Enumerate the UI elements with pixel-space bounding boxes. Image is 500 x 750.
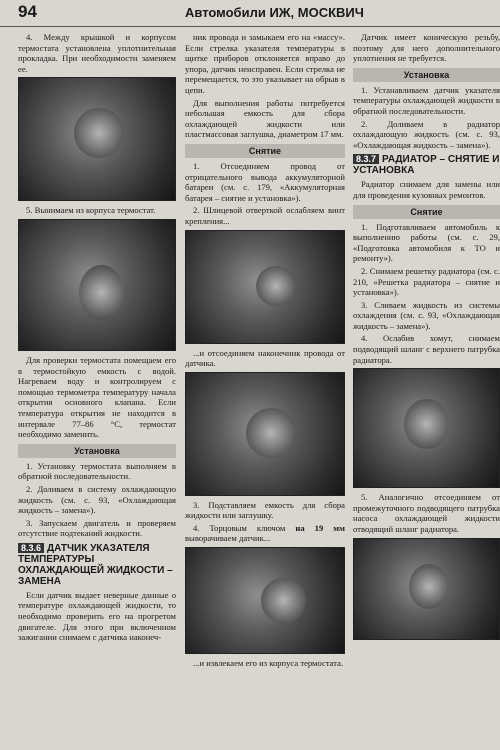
section-heading-8-3-7 (353, 154, 500, 176)
subheading-remove: Снятие (353, 205, 500, 219)
paragraph: 2. Доливаем в радиатор охлаждающую жидкость (см. с. 93, «Охлаждающая жидкость – замена»). (353, 118, 500, 150)
section-number: 8.3.6 (18, 543, 44, 553)
paragraph: 5. Аналогично отсоединяем от промежуточного подводящего патрубка насоса охлаждающей жидкости отводящий шланг радиатора. (353, 492, 500, 535)
paragraph: 4. Между крышкой и корпусом термостата установлена уплотнительная прокладка. При необходимости заменяем ее. (18, 32, 176, 74)
page-number: 94 (18, 2, 37, 21)
paragraph: 1. Отсоединяем провод от отрицательного вывода аккумуляторной батареи (см. с. 179, «Аккумуляторная батарея – снятие и установка»). (185, 160, 345, 203)
paragraph: 4. Торцовым ключом на 19 мм выворачиваем датчик... (185, 522, 345, 544)
photo-sensor-wire (185, 230, 345, 344)
subheading-install: Установка (18, 444, 176, 458)
paragraph: Если датчик выдает неверные данные о температуре охлаждающей жидкости, то необходимо проверить его на прогретом двигателе. Для этого при включенном зажигании снимаем с датчика наконеч- (18, 589, 176, 643)
paragraph: 3. Сливаем жидкость из системы охлаждения (см. с. 93, «Охлаждающая жидкость – замена»). (353, 299, 500, 331)
photo-radiator-hose (353, 368, 500, 488)
paragraph: 3. Подставляем емкость для сбора жидкости или заглушку. (185, 499, 345, 521)
column-2 (185, 32, 345, 671)
paragraph: Радиатор снимаем для замены или для проведения кузовных ремонтов. (353, 179, 500, 200)
subheading-remove: Снятие (185, 144, 345, 158)
paragraph: Для выполнения работы потребуется небольшая емкость для сбора охлаждающей жидкости или пластмассовая заглушка, диаметром 17 мм. (185, 97, 345, 140)
paragraph: 1. Подготавливаем автомобиль к выполнению работы (см. с. 29, «Подготовка автомобиля к ТО и ремонту»). (353, 221, 500, 264)
paragraph: ник провода и замыкаем его на «массу». Если стрелка указателя температуры в щитке приборов отклоняется вправо до упора, датчик неисправен. Если стрелка не перемещается, то это указывает на обрыв в цепи. (185, 32, 345, 95)
paragraph: 2. Снимаем решетку радиатора (см. с. 210, «Решетка радиатора – снятие и установка»). (353, 265, 500, 298)
paragraph: 4. Ослабив хомут, снимаем подводящий шланг с верхнего патрубка радиатора. (353, 333, 500, 365)
section-title: РАДИАТОР – СНЯТИЕ И УСТАНОВКА (353, 154, 500, 177)
paragraph: 3. Запускаем двигатель и проверяем отсутствие подтеканий жидкости. (18, 517, 176, 539)
section-heading-8-3-6 (18, 543, 176, 587)
column-1 (18, 32, 176, 645)
paragraph: 5. Вынимаем из корпуса термостат. (26, 205, 156, 216)
photo-pump-hose (353, 538, 500, 640)
photo-thermostat-removed (18, 219, 176, 351)
paragraph: 1. Установку термостата выполняем в обратной последовательности. (18, 460, 176, 482)
subheading-install: Установка (353, 68, 500, 82)
paragraph: 1. Устанавливаем датчик указателя температуры охлаждающей жидкости в обратной последовательности. (353, 84, 500, 116)
photo-sensor-location (185, 372, 345, 496)
photo-thermostat-cover (18, 77, 176, 201)
paragraph: Датчик имеет коническую резьбу, поэтому для него дополнительного уплотнения не требуется. (353, 32, 500, 64)
paragraph: 2. Доливаем в систему охлаждающую жидкость (см. с. 93, «Охлаждающая жидкость – замена»). (18, 483, 176, 516)
photo-caption: ...и отсоединяем наконечник провода от датчика. (185, 347, 345, 369)
photo-sensor-wrench (185, 547, 345, 654)
section-number: 8.3.7 (353, 154, 379, 164)
page-header (0, 0, 500, 27)
paragraph: 2. Шлицевой отверткой ослабляем винт крепления... (185, 205, 345, 226)
section-title: ДАТЧИК УКАЗАТЕЛЯ ТЕМПЕРАТУРЫ ОХЛАЖДАЮЩЕЙ ЖИДКОСТИ – ЗАМЕНА (18, 542, 173, 587)
paragraph: Для проверки термостата помещаем его в термостойкую емкость с водой. Нагреваем воду и контролируем с помощью термометра температуру начала открытия основного клапана. Если температура открытия не находится в интервале 77–86 °С, термостат необходимо заменить. (18, 354, 176, 440)
column-3 (353, 32, 500, 644)
running-title: Автомобили ИЖ, МОСКВИЧ (185, 5, 364, 20)
photo-caption: ...и извлекаем его из корпуса термостата. (193, 658, 344, 669)
